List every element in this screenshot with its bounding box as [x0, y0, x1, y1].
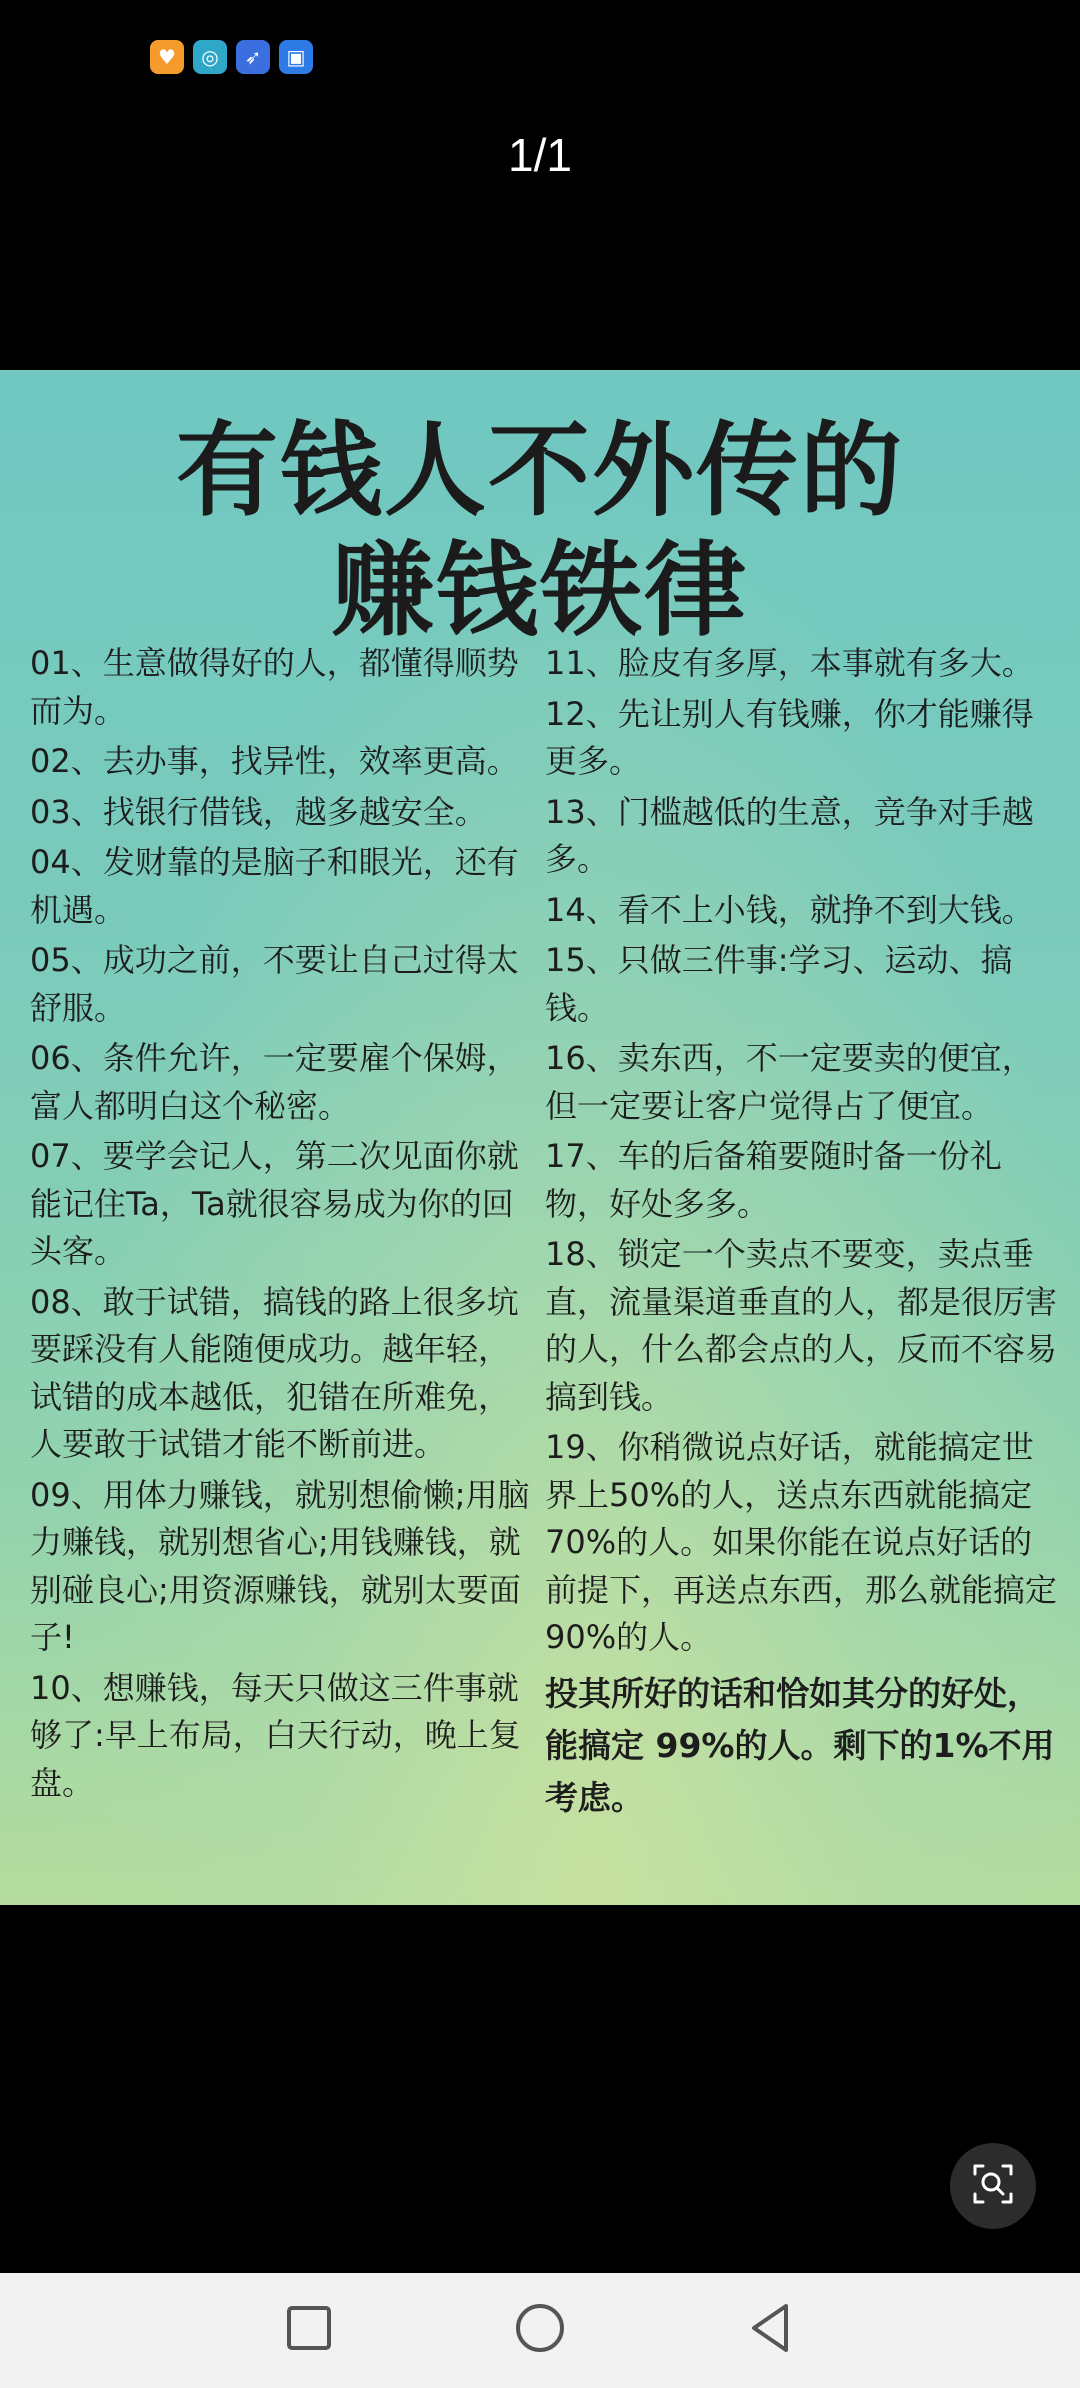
list-item: 16、卖东西，不一定要卖的便宜，但一定要让客户觉得占了便宜。 — [545, 1039, 1034, 1125]
image-counter: 1/1 — [508, 129, 572, 181]
list-item: 15、只做三件事:学习、运动、搞钱。 — [545, 941, 1013, 1027]
home-button[interactable] — [505, 2295, 575, 2365]
status-bar-icons — [150, 40, 313, 74]
list-item: 01、生意做得好的人，都懂得顺势而为。 — [30, 644, 519, 730]
poster-title-line-2: 赚钱铁律 — [332, 532, 748, 651]
list-item: 19、你稍微说点好话，就能搞定世界上50%的人，送点东西就能搞定70%的人。如果你能在说点好话的前提下，再送点东西，那么就能搞定90%的人。 — [545, 1428, 1058, 1656]
left-column — [30, 640, 530, 1810]
list-item: 14、看不上小钱，就挣不到大钱。 — [545, 890, 1034, 929]
list-item: 17、车的后备箱要随时备一份礼物，好处多多。 — [545, 1137, 1002, 1223]
right-column — [545, 640, 1060, 1827]
list-item: 05、成功之前，不要让自己过得太舒服。 — [30, 941, 519, 1027]
circle-home-icon — [514, 2302, 566, 2358]
list-item: 08、敢于试错，搞钱的路上很多坑要踩没有人能随便成功。越年轻，试错的成本越低，犯错在所难免，人要敢于试错才能不断前进。 — [30, 1282, 519, 1463]
recents-button[interactable] — [274, 2295, 344, 2365]
list-item: 02、去办事，找异性，效率更高。 — [30, 742, 519, 780]
compass-app-icon: ➶ — [236, 40, 270, 74]
list-item: 18、锁定一个卖点不要变，卖点垂直，流量渠道垂直的人，都是很厉害的人，什么都会点的人，反而不容易搞到钱。 — [545, 1235, 1058, 1416]
list-item: 12、先让别人有钱赚，你才能赚得更多。 — [545, 694, 1034, 780]
poster-title — [0, 412, 1080, 652]
heart-app-icon: ♥ — [150, 40, 184, 74]
poster-image[interactable] — [0, 370, 1080, 1905]
closing-statement: 投其所好的话和恰如其分的好处，能搞定 99%的人。剩下的1%不用考虑。 — [545, 1673, 1055, 1817]
back-button[interactable] — [735, 2295, 805, 2365]
list-item: 10、想赚钱，每天只做这三件事就够了:早上布局，白天行动，晚上复盘。 — [30, 1668, 521, 1802]
swirl-app-icon: ◎ — [193, 40, 227, 74]
navigation-bar — [0, 2273, 1080, 2388]
list-item: 11、脸皮有多厚，本事就有多大。 — [545, 644, 1034, 682]
list-item: 07、要学会记人，第二次见面你就能记住Ta，Ta就很容易成为你的回头客。 — [30, 1137, 519, 1270]
poster-title-line-1: 有钱人不外传的 — [176, 412, 904, 531]
list-item: 03、找银行借钱，越多越安全。 — [30, 792, 487, 831]
triangle-back-icon — [746, 2302, 794, 2358]
square-recents-icon — [285, 2304, 333, 2356]
image-search-button[interactable] — [950, 2143, 1036, 2229]
image-search-icon — [971, 2162, 1015, 2210]
list-item: 09、用体力赚钱，就别想偷懒;用脑力赚钱，就别想省心;用钱赚钱，就别碰良心;用资源赚钱，就别太要面子! — [30, 1475, 530, 1656]
list-item: 13、门槛越低的生意，竞争对手越多。 — [545, 792, 1034, 878]
shield-app-icon: ▣ — [279, 40, 313, 74]
list-item: 06、条件允许，一定要雇个保姆，富人都明白这个秘密。 — [30, 1039, 519, 1125]
list-item: 04、发财靠的是脑子和眼光，还有机遇。 — [30, 843, 519, 929]
